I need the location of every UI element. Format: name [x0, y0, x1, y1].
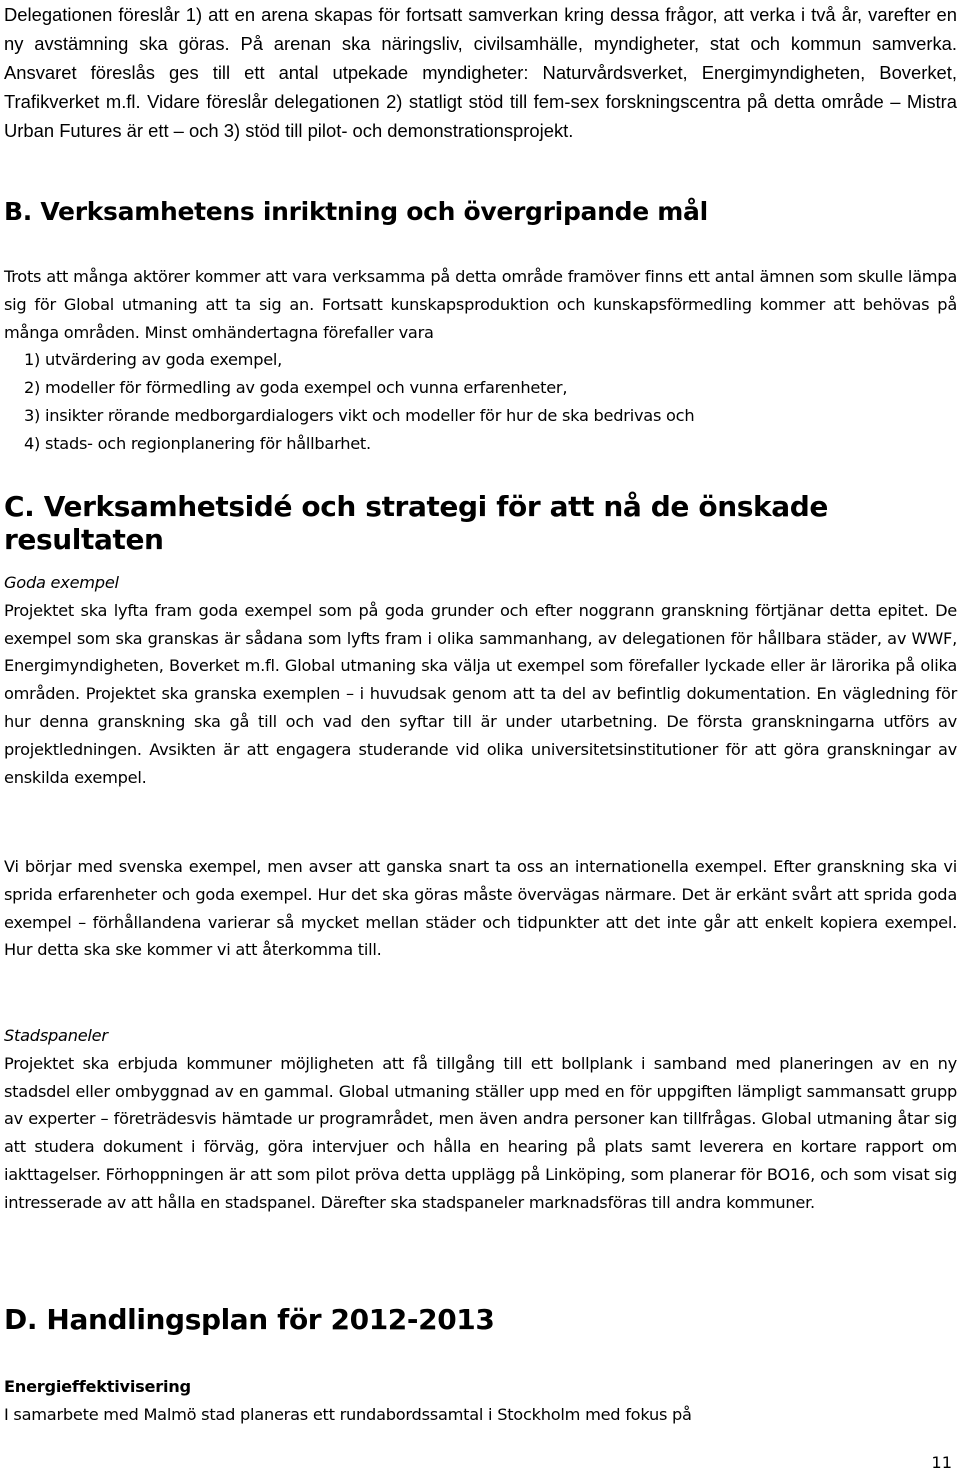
goda-exempel-block [4, 569, 957, 791]
goda-exempel-paragraph-2: Vi börjar med svenska exempel, men avser att ganska snart ta oss an internationella exempel. Efter granskning ska vi sprida erfarenheter och goda exempel. Hur det ska göras måste övervägas närmare. Det är erkänt svårt att sprida goda exempel – förhållandena varierar så mycket mellan städer och tidpunkter att det inte går att enkelt kopiera exempel. Hur detta ska ske kommer vi att återkomma till. [4, 857, 957, 960]
stadspaneler-paragraph: Projektet ska erbjuda kommuner möjligheten att få tillgång till ett bollplank i samband med planeringen av en ny stadsdel eller ombyggnad av en gammal. Global utmaning ställer upp med en för uppgiften lämpligt sammansatt grupp av experter – företrädesvis hämtade ur programrådet, men även andra personer kan tillfrågas. Global utmaning åtar sig att studera dokument i förväg, göra intervjuer och hålla en hearing på plats samt leverera en kortare rapport om iakttagelser. Förhoppningen är att som pilot pröva detta upplägg på Linköping, som planerar för BO16, och som visat sig intresserade av att hålla en stadspanel. Därefter ska stadspaneler marknadsföras till andra kommuner. [4, 1053, 957, 1212]
page-number: 11 [931, 1453, 952, 1472]
section-b-body [4, 263, 957, 458]
section-b-paragraph: Trots att många aktörer kommer att vara verksamma på detta område framöver finns ett antal ämnen som skulle lämpa sig för Global utmaning att ta sig an. Fortsatt kunskapsproduktion och kunskapsförmedling kommer att behövas på många områden. Minst omhändertagna förefaller vara [4, 267, 957, 342]
section-c-heading: C. Verksamhetsidé och strategi för att nå de önskade resultaten [4, 490, 828, 556]
section-d-body [4, 1373, 957, 1429]
section-b-list [4, 346, 957, 457]
goda-exempel-title: Goda exempel [4, 573, 119, 592]
intro-paragraph: Delegationen föreslår 1) att en arena skapas för fortsatt samverkan kring dessa frågor, att verka i två år, varefter en ny avstämning ska göras. På arenan ska näringsliv, civilsamhälle, myndigheter, stat och kommun samverka. Ansvaret föreslås ges till ett antal utpekade myndigheter: Naturvårdsverket, Energimyndigheten, Boverket, Trafikverket m.fl. Vidare föreslår delegationen 2) statligt stöd till fem-sex forskningscentra på detta område – Mistra Urban Futures är ett – och 3) stöd till pilot- och demonstrationsprojekt. [4, 4, 957, 141]
section-d-heading: D. Handlingsplan för 2012-2013 [4, 1303, 495, 1336]
stadspaneler-block [4, 1022, 957, 1217]
goda-exempel-paragraph-1: Projektet ska lyfta fram goda exempel som på goda grunder och efter noggrann granskning förtjänar detta epitet. De exempel som ska granskas är sådana som lyfts fram i olika sammanhang, av delegationen för hållbara städer, av WWF, Energimyndigheten, Boverket m.fl. Global utmaning ska välja ut exempel som förefaller lyckade eller är lärorika på olika områden. Projektet ska granska exemplen – i huvudsak genom att ta del av befintlig dokumentation. En vägledning för hur denna granskning ska gå till och vad den syftar till är under utarbetning. De första granskningarna utförs av projektledningen. Avsikten är att engagera studerande vid olika universitetsinstitutioner för att göra granskningar av enskilda exempel. [4, 600, 957, 787]
stadspaneler-title: Stadspaneler [4, 1026, 108, 1045]
list-item: 3) insikter rörande medborgardialogers vikt och modeller för hur de ska bedrivas och [24, 405, 695, 425]
list-item: 4) stads- och regionplanering för hållbarhet. [24, 433, 371, 453]
section-d-paragraph: I samarbete med Malmö stad planeras ett rundabordssamtal i Stockholm med fokus på [4, 1404, 692, 1424]
list-item: 2) modeller för förmedling av goda exempel och vunna erfarenheter, [24, 378, 568, 398]
goda-exempel-block-2 [4, 853, 957, 964]
list-item: 1) utvärdering av goda exempel, [24, 350, 283, 370]
section-b-heading: B. Verksamhetens inriktning och övergripande mål [4, 197, 708, 226]
energieffektivisering-title: Energieffektivisering [4, 1377, 191, 1396]
